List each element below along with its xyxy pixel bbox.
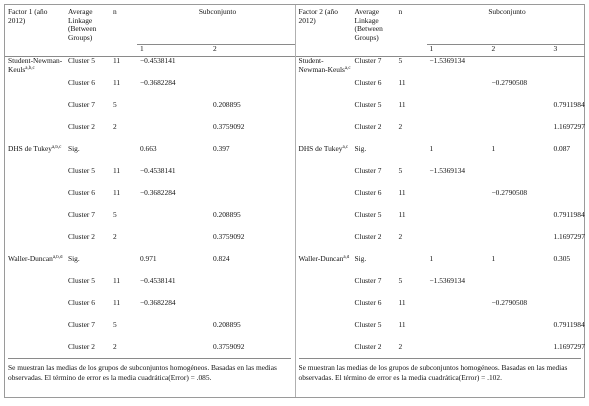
subset-value: −0.2790508 xyxy=(491,189,528,197)
n-value: 11 xyxy=(113,167,121,175)
subset-value: −0.3682284 xyxy=(140,79,176,87)
subset-value xyxy=(210,167,295,189)
sig-value: 0.971 xyxy=(140,255,157,263)
cluster-label: Cluster 5 xyxy=(68,277,95,285)
empty-cell xyxy=(5,233,65,255)
cluster-label: Cluster 6 xyxy=(68,79,95,87)
n-value: 5 xyxy=(398,167,403,175)
subset-value: 0.208895 xyxy=(213,101,241,109)
sig-value: 0.663 xyxy=(140,145,157,153)
n-value: 11 xyxy=(398,189,406,197)
cluster-label: Cluster 6 xyxy=(354,189,382,197)
subset-value xyxy=(427,79,489,101)
subset-value: 0.3759092 xyxy=(213,233,245,241)
subset-value xyxy=(137,101,210,123)
subset-value: 0.208895 xyxy=(213,321,241,329)
subset-value: −0.3682284 xyxy=(140,299,176,307)
subset-value xyxy=(489,101,551,123)
cluster-label: Cluster 2 xyxy=(354,123,382,131)
subset-value xyxy=(489,167,551,189)
document-page xyxy=(4,4,585,398)
subset-value: 0.3759092 xyxy=(213,123,245,131)
test-name-waller: Waller-Duncan$^{a,b,d}$ xyxy=(8,255,63,263)
cluster-label: Cluster 7 xyxy=(68,321,95,329)
subset-value xyxy=(427,189,489,211)
linkage-header: Average Linkage (Between Groups) xyxy=(352,5,396,57)
cluster-label: Cluster 7 xyxy=(68,211,95,219)
cluster-label: Cluster 6 xyxy=(354,79,382,87)
subset-value xyxy=(551,277,585,299)
subset-col-1: 1 xyxy=(427,45,489,57)
subset-value xyxy=(137,123,210,145)
cluster-label: Cluster 5 xyxy=(354,321,382,329)
n-value: 5 xyxy=(113,211,117,219)
subset-value xyxy=(489,123,551,145)
subset-col-2: 2 xyxy=(210,45,295,57)
n-value: 11 xyxy=(398,101,406,109)
n-value: 2 xyxy=(113,123,117,131)
n-value: 11 xyxy=(113,189,121,197)
cluster-label: Cluster 2 xyxy=(354,233,382,241)
subset-value xyxy=(427,321,489,343)
sig-label: Sig. xyxy=(68,255,80,263)
n-value: 2 xyxy=(398,343,403,351)
sig-label: Sig. xyxy=(354,255,367,263)
subset-value xyxy=(210,189,295,211)
subset-value xyxy=(551,299,585,321)
subset-value: 0.7911984 xyxy=(553,321,585,329)
n-header: n xyxy=(396,5,427,57)
cluster-label: Cluster 7 xyxy=(354,167,382,175)
subset-value xyxy=(427,123,489,145)
subset-value xyxy=(137,211,210,233)
subset-value: −1.5369134 xyxy=(429,277,466,285)
subset-value xyxy=(551,167,585,189)
subset-value: −1.5369134 xyxy=(429,167,466,175)
cluster-label: Cluster 2 xyxy=(68,123,95,131)
subset-value xyxy=(210,299,295,321)
subset-value: −0.2790508 xyxy=(491,299,528,307)
subset-value xyxy=(551,189,585,211)
header-row xyxy=(296,5,585,45)
subset-value xyxy=(427,211,489,233)
table-row xyxy=(5,145,295,167)
empty-cell xyxy=(396,145,427,167)
factor2-panel xyxy=(295,5,585,397)
subset-value: 1.1697297 xyxy=(553,233,585,241)
cluster-label: Cluster 2 xyxy=(68,233,95,241)
subset-value xyxy=(489,277,551,299)
subset-header: Subconjunto xyxy=(427,5,585,45)
n-value: 11 xyxy=(113,79,121,87)
n-value: 5 xyxy=(113,101,117,109)
subset-value xyxy=(489,57,551,80)
table-row xyxy=(5,233,295,255)
test-name-snk: Student-Newman-Keuls$^{a,b,c}$ xyxy=(8,56,63,74)
subset-value xyxy=(489,321,551,343)
sig-value: 1 xyxy=(491,255,496,263)
cluster-label: Cluster 2 xyxy=(354,343,382,351)
empty-cell xyxy=(110,255,137,277)
test-name-waller: Waller-Duncan$^{a,d}$ xyxy=(298,255,350,263)
table-row xyxy=(296,57,585,80)
n-value: 5 xyxy=(398,56,403,65)
cluster-label: Cluster 7 xyxy=(354,56,382,65)
cluster-label: Cluster 2 xyxy=(68,343,95,351)
n-value: 11 xyxy=(398,321,406,329)
test-name-tukey: DHS de Tukey$^{a,c}$ xyxy=(298,145,349,153)
n-value: 11 xyxy=(398,211,406,219)
subset-value xyxy=(137,321,210,343)
subset-value: 0.208895 xyxy=(213,211,241,219)
sig-value: 1 xyxy=(429,145,434,153)
n-header: n xyxy=(110,5,137,57)
footnote: Se muestran las medias de los grupos de subconjuntos homogéneos. Basadas en las medias observadas. El término de error es la media cuadrática(Error) = .085. xyxy=(8,358,291,382)
cluster-label: Cluster 5 xyxy=(68,56,95,65)
subset-value xyxy=(427,299,489,321)
n-value: 11 xyxy=(113,277,121,285)
subset-value: 0.7911984 xyxy=(553,101,585,109)
n-value: 11 xyxy=(113,56,121,65)
n-value: 5 xyxy=(398,277,403,285)
subset-value: 0.7911984 xyxy=(553,211,585,219)
sig-value: 0.824 xyxy=(213,255,230,263)
cluster-label: Cluster 7 xyxy=(354,277,382,285)
subset-value: 1.1697297 xyxy=(553,343,585,351)
table-row xyxy=(296,233,585,255)
cluster-label: Cluster 7 xyxy=(68,101,95,109)
sig-value: 1 xyxy=(491,145,496,153)
n-value: 2 xyxy=(398,233,403,241)
cluster-label: Cluster 6 xyxy=(68,189,95,197)
n-value: 2 xyxy=(113,343,117,351)
header-row xyxy=(5,5,295,45)
factor-header: Factor 2 (año 2012) xyxy=(296,5,352,57)
sig-value: 1 xyxy=(429,255,434,263)
subset-value xyxy=(210,79,295,101)
subset-value: −0.4538141 xyxy=(140,167,176,175)
sig-value: 0.087 xyxy=(553,145,571,153)
linkage-header: Average Linkage (Between Groups) xyxy=(65,5,110,57)
factor1-panel xyxy=(5,5,295,397)
subset-col-3: 3 xyxy=(551,45,585,57)
table-row xyxy=(5,57,295,80)
sig-value: 0.305 xyxy=(553,255,571,263)
table-row xyxy=(296,255,585,277)
n-value: 11 xyxy=(398,299,406,307)
cluster-label: Cluster 6 xyxy=(68,299,95,307)
subset-value xyxy=(210,277,295,299)
n-value: 5 xyxy=(113,321,117,329)
cluster-label: Cluster 6 xyxy=(354,299,382,307)
subset-value xyxy=(137,233,210,255)
subset-value: 0.3759092 xyxy=(213,343,245,351)
subset-value xyxy=(489,211,551,233)
subset-value: −0.4538141 xyxy=(140,56,176,65)
cluster-label: Cluster 5 xyxy=(68,167,95,175)
subset-value xyxy=(427,101,489,123)
subset-col-1: 1 xyxy=(137,45,210,57)
subset-value xyxy=(489,233,551,255)
factor-header: Factor 1 (año 2012) xyxy=(5,5,65,57)
subset-value: −0.2790508 xyxy=(491,79,528,87)
empty-cell xyxy=(110,145,137,167)
n-value: 2 xyxy=(398,123,403,131)
footnote: Se muestran las medias de los grupos de subconjuntos homogéneos. Basadas en las medias observadas. El término de error es la media cuadrática(Error) = .102. xyxy=(299,358,581,382)
sig-label: Sig. xyxy=(354,145,367,153)
n-value: 11 xyxy=(398,79,406,87)
n-value: 2 xyxy=(113,233,117,241)
subset-value xyxy=(427,233,489,255)
subset-value: −0.4538141 xyxy=(140,277,176,285)
table-row xyxy=(296,145,585,167)
empty-cell xyxy=(396,255,427,277)
subset-header: Subconjunto xyxy=(137,5,295,45)
cluster-label: Cluster 5 xyxy=(354,211,382,219)
subset-value xyxy=(551,79,585,101)
subset-value xyxy=(210,57,295,80)
test-name-snk: Student-Newman-Keuls$^{a,c}$ xyxy=(298,56,351,74)
sig-value: 0.397 xyxy=(213,145,230,153)
subset-col-2: 2 xyxy=(489,45,551,57)
sig-label: Sig. xyxy=(68,145,80,153)
factor2-table xyxy=(296,5,585,365)
subset-value: −1.5369134 xyxy=(429,56,466,65)
table-row xyxy=(5,255,295,277)
subset-value: 1.1697297 xyxy=(553,123,585,131)
n-value: 11 xyxy=(113,299,121,307)
cluster-label: Cluster 5 xyxy=(354,101,382,109)
test-name-tukey: DHS de Tukey$^{a,b,c}$ xyxy=(8,145,62,153)
subset-value: −0.3682284 xyxy=(140,189,176,197)
subset-value xyxy=(551,57,585,80)
factor1-table xyxy=(5,5,295,365)
empty-cell xyxy=(296,233,352,255)
